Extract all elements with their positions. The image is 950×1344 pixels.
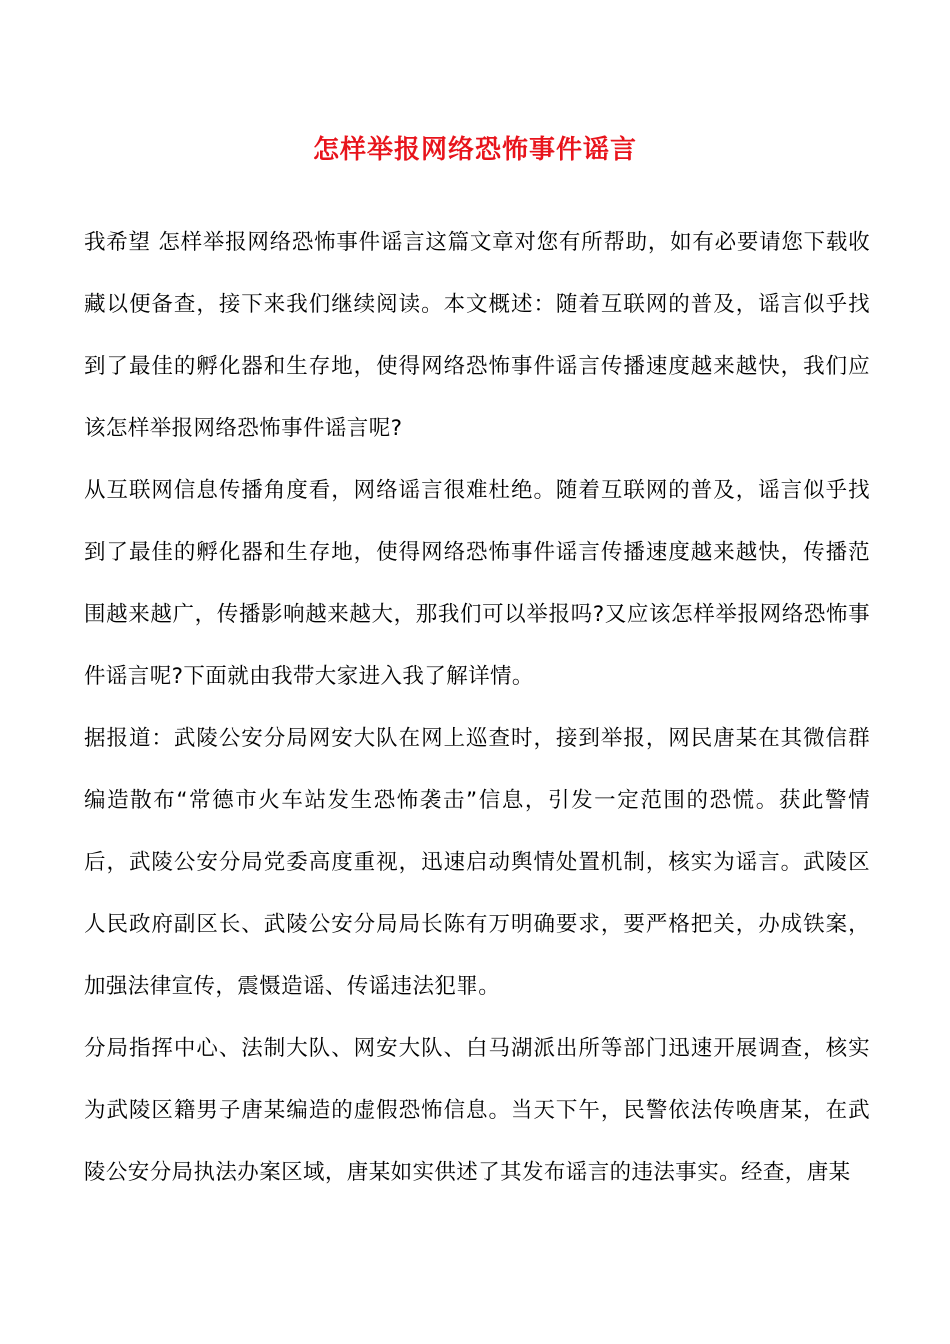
document-body <box>84 212 870 1204</box>
paragraph-background: 从互联网信息传播角度看，网络谣言很难杜绝。随着互联网的普及，谣言似乎找到了最佳的孵化器和生存地，使得网络恐怖事件谣言传播速度越来越快，传播范围越来越广，传播影响越来越大，那我们可以举报吗?又应该怎样举报网络恐怖事件谣言呢?下面就由我带大家进入我了解详情。 <box>84 478 870 689</box>
paragraph-report: 据报道：武陵公安分局网安大队在网上巡查时，接到举报，网民唐某在其微信群编造散布“常德市火车站发生恐怖袭击”信息，引发一定范围的恐慌。获此警情后，武陵公安分局党委高度重视，迅速启动舆情处置机制，核实为谣言。武陵区人民政府副区长、武陵公安分局局长陈有万明确要求，要严格把关，办成铁案，加强法律宣传，震慑造谣、传谣违法犯罪。 <box>84 726 870 999</box>
paragraph-intro: 我希望 怎样举报网络恐怖事件谣言这篇文章对您有所帮助，如有必要请您下载收藏以便备查，接下来我们继续阅读。本文概述：随着互联网的普及，谣言似乎找到了最佳的孵化器和生存地，使得网络恐怖事件谣言传播速度越来越快，我们应该怎样举报网络恐怖事件谣言呢? <box>84 230 870 441</box>
paragraph-investigation: 分局指挥中心、法制大队、网安大队、白马湖派出所等部门迅速开展调查，核实为武陵区籍男子唐某编造的虚假恐怖信息。当天下午，民警依法传唤唐某，在武陵公安分局执法办案区域，唐某如实供述了其发布谣言的违法事实。经查，唐某 <box>84 1036 870 1185</box>
document-title: 怎样举报网络恐怖事件谣言 <box>312 135 637 165</box>
